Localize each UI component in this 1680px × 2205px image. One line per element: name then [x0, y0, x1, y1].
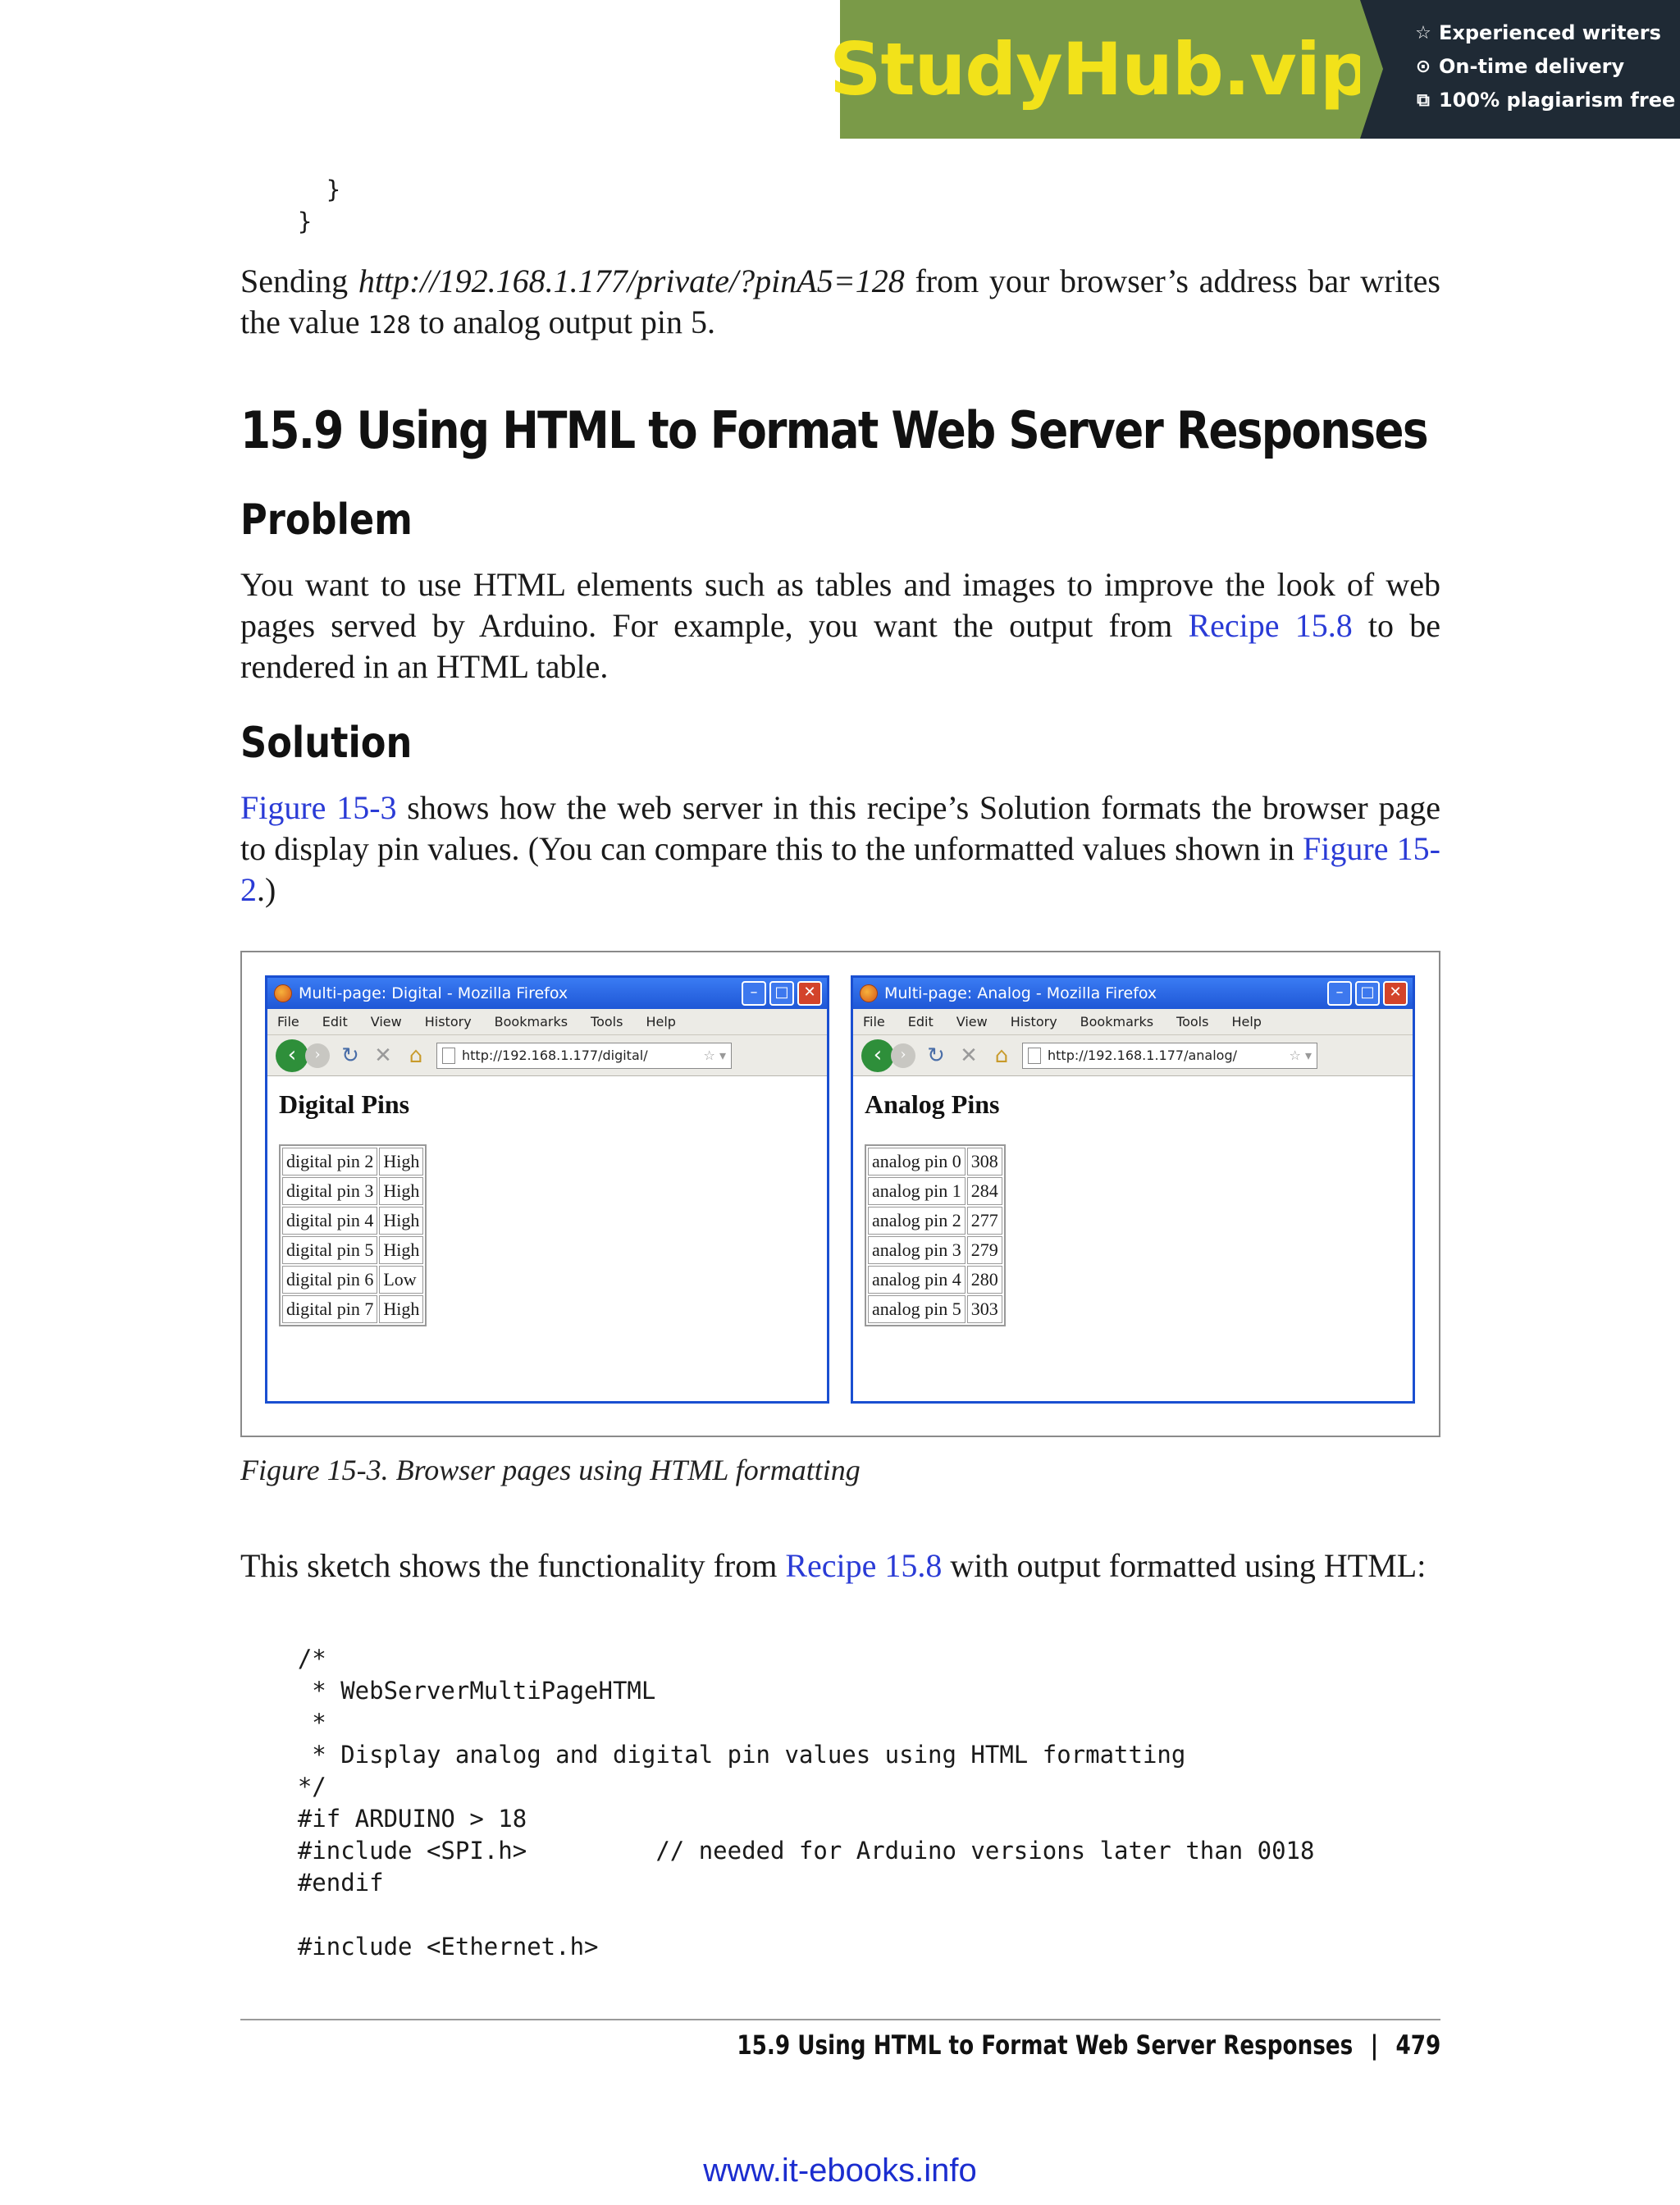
- menu-bookmarks[interactable]: Bookmarks: [1080, 1014, 1154, 1029]
- code-closing-braces: } }: [297, 176, 341, 235]
- url-text: http://192.168.1.177/private/?pinA5=128: [358, 262, 905, 299]
- address-bar[interactable]: [436, 1043, 732, 1069]
- text-run: to analog output pin 5.: [410, 304, 715, 340]
- footer-divider: [240, 2019, 1440, 2020]
- window-title: Multi-page: Analog - Mozilla Firefox: [884, 984, 1157, 1002]
- analog-pins-table: [865, 1144, 1006, 1326]
- window-controls: [1327, 981, 1408, 1006]
- text-run: with output formatted using HTML:: [942, 1547, 1427, 1584]
- url-text: http://192.168.1.177/analog/: [1048, 1048, 1237, 1063]
- menu-help[interactable]: Help: [646, 1014, 676, 1029]
- menu-tools[interactable]: Tools: [591, 1014, 623, 1029]
- minimize-icon[interactable]: –: [1327, 981, 1352, 1006]
- pin-value: High: [379, 1148, 423, 1176]
- table-row: [868, 1295, 1002, 1323]
- digital-pins-table: [279, 1144, 427, 1326]
- pin-label: digital pin 7: [282, 1295, 377, 1323]
- minimize-icon[interactable]: –: [742, 981, 766, 1006]
- pin-label: analog pin 4: [868, 1266, 966, 1294]
- text-run: You want to use HTML elements such as tables and images to improve the look of web pages served by Arduino. For example, you want the output from: [240, 566, 1440, 644]
- copy-icon: ⧉: [1417, 89, 1430, 111]
- page-heading: Analog Pins: [865, 1089, 1000, 1119]
- text-run: from your browser’s address bar writes the value: [240, 262, 1440, 340]
- reload-icon[interactable]: ↻: [341, 1043, 359, 1068]
- table-row: [282, 1207, 423, 1235]
- pin-value: 303: [967, 1295, 1002, 1323]
- studyhub-banner[interactable]: [829, 0, 1680, 139]
- pin-value: High: [379, 1177, 423, 1205]
- title-bar: [267, 978, 827, 1009]
- window-title: Multi-page: Digital - Mozilla Firefox: [299, 984, 568, 1002]
- pin-value: 284: [967, 1177, 1002, 1205]
- reload-icon[interactable]: ↻: [927, 1043, 945, 1068]
- menu-bar: [267, 1009, 827, 1035]
- footer-separator: |: [1370, 2029, 1378, 2061]
- banner-feature-plagiarism: [1414, 87, 1680, 113]
- problem-heading: Problem: [240, 495, 413, 545]
- menu-file[interactable]: File: [863, 1014, 885, 1029]
- page-icon: [1028, 1048, 1041, 1064]
- code-sketch: /* * WebServerMultiPageHTML * * Display analog and digital pin values using HTML formatting */ #if ARDUINO > 18 #include <SPI.h> // needed for Arduino versions later than 0018 #endif #include <Ethernet.h>: [297, 1645, 1315, 1961]
- text-run: shows how the web server in this recipe’s Solution formats the browser page to display pin values. (You can compare this to the unformatted values shown in: [240, 789, 1440, 867]
- figure-15-2-link[interactable]: Figure 15-2: [240, 830, 1440, 908]
- table-row: [282, 1177, 423, 1205]
- pin-label: digital pin 2: [282, 1148, 377, 1176]
- recipe-15-8-link[interactable]: Recipe 15.8: [785, 1547, 943, 1584]
- problem-paragraph: [240, 564, 1440, 687]
- table-row: [868, 1207, 1002, 1235]
- pin-label: analog pin 2: [868, 1207, 966, 1235]
- back-arrow-icon[interactable]: ‹: [861, 1039, 894, 1072]
- stop-icon[interactable]: ✕: [960, 1043, 978, 1068]
- pin-label: digital pin 3: [282, 1177, 377, 1205]
- text-run: Sending: [240, 262, 358, 299]
- solution-paragraph: [240, 788, 1440, 911]
- pin-value: Low: [379, 1266, 423, 1294]
- stop-icon[interactable]: ✕: [374, 1043, 392, 1068]
- pin-label: analog pin 5: [868, 1295, 966, 1323]
- close-icon[interactable]: ✕: [1383, 981, 1408, 1006]
- banner-feature-text: On-time delivery: [1439, 55, 1625, 78]
- address-bar[interactable]: [1022, 1043, 1317, 1069]
- pin-value: High: [379, 1295, 423, 1323]
- page-content: [267, 1076, 827, 1340]
- watermark-link[interactable]: www.it-ebooks.info: [703, 2152, 977, 2189]
- firefox-icon: [274, 984, 292, 1002]
- menu-view[interactable]: View: [370, 1014, 402, 1029]
- pin-value: High: [379, 1236, 423, 1264]
- star-icon: ☆: [1415, 22, 1431, 43]
- firefox-icon: [860, 984, 878, 1002]
- table-row: [868, 1177, 1002, 1205]
- table-row: [282, 1236, 423, 1264]
- figure-15-3-link[interactable]: Figure 15-3: [240, 789, 397, 826]
- pin-value: 277: [967, 1207, 1002, 1235]
- menu-edit[interactable]: Edit: [907, 1014, 934, 1029]
- pin-label: digital pin 6: [282, 1266, 377, 1294]
- text-run: to be rendered in an HTML table.: [240, 607, 1440, 685]
- maximize-icon[interactable]: □: [769, 981, 794, 1006]
- url-text: http://192.168.1.177/digital/: [462, 1048, 648, 1063]
- pin-value: 280: [967, 1266, 1002, 1294]
- bookmark-star-icon[interactable]: ☆ ▾: [1289, 1048, 1312, 1063]
- menu-help[interactable]: Help: [1231, 1014, 1262, 1029]
- page-icon: [442, 1048, 455, 1064]
- page-heading: Digital Pins: [279, 1089, 410, 1119]
- browser-window-analog: [851, 975, 1415, 1404]
- banner-feature-writers: [1414, 20, 1680, 46]
- back-arrow-icon[interactable]: ‹: [276, 1039, 308, 1072]
- forward-arrow-icon[interactable]: ›: [891, 1043, 915, 1068]
- page-number: 479: [1395, 2029, 1440, 2061]
- banner-feature-text: Experienced writers: [1439, 21, 1661, 44]
- footer-section-title: 15.9 Using HTML to Format Web Server Responses: [737, 2029, 1354, 2061]
- table-row: [868, 1266, 1002, 1294]
- pin-label: digital pin 4: [282, 1207, 377, 1235]
- pin-value: 279: [967, 1236, 1002, 1264]
- title-bar: [853, 978, 1413, 1009]
- page-content: [853, 1076, 1413, 1340]
- clock-icon: ⊙: [1415, 56, 1431, 77]
- banner-feature-delivery: [1414, 53, 1680, 80]
- browser-window-digital: [265, 975, 829, 1404]
- menu-file[interactable]: File: [277, 1014, 299, 1029]
- table-row: [282, 1266, 423, 1294]
- navigation-toolbar: [853, 1035, 1413, 1076]
- pin-label: analog pin 0: [868, 1148, 966, 1176]
- pin-value: 308: [967, 1148, 1002, 1176]
- table-row: [868, 1236, 1002, 1264]
- table-row: [282, 1295, 423, 1323]
- menu-tools[interactable]: Tools: [1176, 1014, 1209, 1029]
- menu-edit[interactable]: Edit: [322, 1014, 348, 1029]
- menu-view[interactable]: View: [956, 1014, 988, 1029]
- banner-feature-text: 100% plagiarism free: [1439, 89, 1676, 112]
- table-row: [282, 1148, 423, 1176]
- paragraph-sending: [240, 261, 1440, 345]
- studyhub-logo: StudyHub.vip: [829, 27, 1371, 112]
- menu-history[interactable]: History: [1010, 1014, 1057, 1029]
- figure-caption: Figure 15-3. Browser pages using HTML formatting: [240, 1454, 861, 1486]
- maximize-icon[interactable]: □: [1355, 981, 1380, 1006]
- menu-bar: [853, 1009, 1413, 1035]
- recipe-15-8-link[interactable]: Recipe 15.8: [1188, 607, 1353, 644]
- pin-value: High: [379, 1207, 423, 1235]
- close-icon[interactable]: ✕: [797, 981, 822, 1006]
- banner-logo-area: [829, 0, 1371, 139]
- page-footer: [737, 2029, 1440, 2061]
- menu-bookmarks[interactable]: Bookmarks: [494, 1014, 568, 1029]
- figure-15-3: [240, 951, 1440, 1437]
- pin-label: digital pin 5: [282, 1236, 377, 1264]
- bookmark-star-icon[interactable]: ☆ ▾: [703, 1048, 726, 1063]
- sketch-intro-paragraph: [240, 1545, 1440, 1586]
- code-value: 128: [368, 311, 411, 339]
- solution-heading: Solution: [240, 719, 413, 768]
- section-title: 15.9 Using HTML to Format Web Server Responses: [240, 400, 1427, 460]
- home-icon[interactable]: ⌂: [994, 1043, 1009, 1068]
- navigation-toolbar: [267, 1035, 827, 1076]
- text-run: .): [257, 871, 276, 908]
- forward-arrow-icon[interactable]: ›: [305, 1043, 330, 1068]
- table-row: [868, 1148, 1002, 1176]
- text-run: This sketch shows the functionality from: [240, 1547, 786, 1584]
- banner-features: [1360, 0, 1680, 139]
- home-icon[interactable]: ⌂: [409, 1043, 423, 1068]
- pin-label: analog pin 1: [868, 1177, 966, 1205]
- window-controls: [742, 981, 822, 1006]
- pin-label: analog pin 3: [868, 1236, 966, 1264]
- menu-history[interactable]: History: [424, 1014, 472, 1029]
